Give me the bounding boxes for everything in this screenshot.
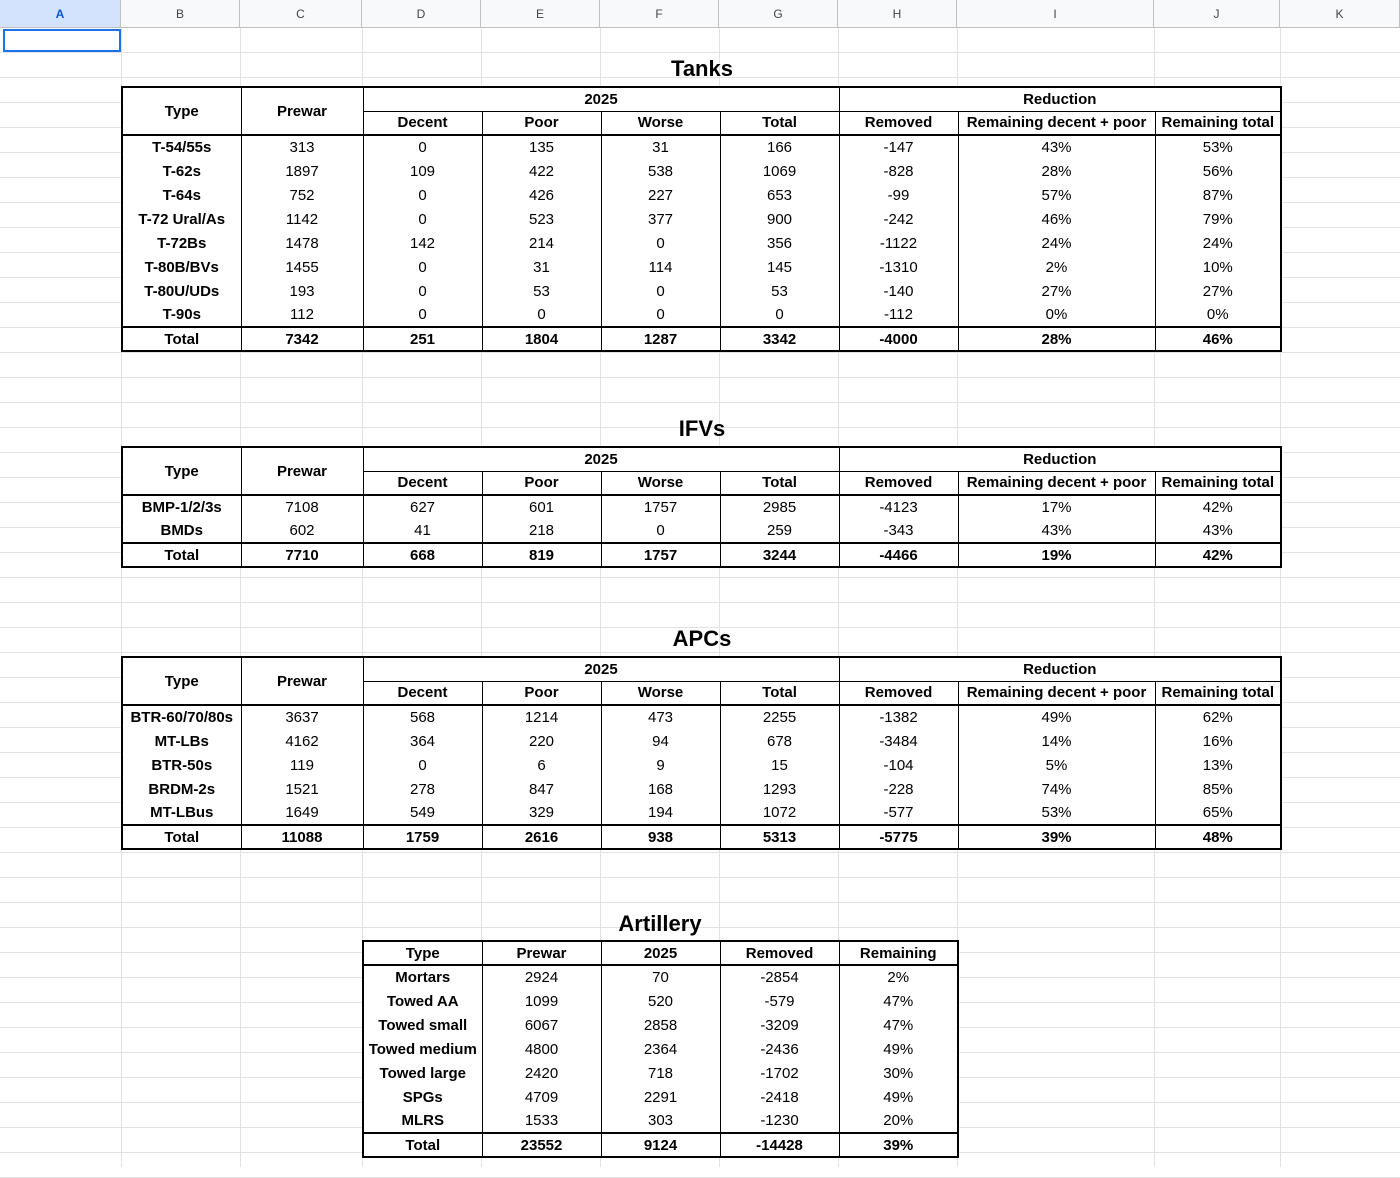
cell-value: 627 — [363, 495, 482, 519]
column-header-e[interactable]: E — [481, 0, 600, 28]
cell-value: 24% — [1155, 231, 1281, 255]
header-remaining-decent-poor: Remaining decent + poor — [958, 471, 1155, 495]
cell-value: -343 — [839, 519, 958, 543]
cell-value: 56% — [1155, 159, 1281, 183]
row-type: T-80U/UDs — [122, 279, 241, 303]
cell-value: 549 — [363, 801, 482, 825]
apcs-title: APCs — [672, 626, 732, 651]
header-remaining-total: Remaining total — [1155, 681, 1281, 705]
total-value: -14428 — [720, 1133, 839, 1157]
table-row — [363, 1109, 958, 1133]
header-remaining: Remaining — [839, 941, 958, 965]
table-row — [363, 1061, 958, 1085]
row-type: T-62s — [122, 159, 241, 183]
header-remaining-total: Remaining total — [1155, 111, 1281, 135]
total-value: 46% — [1155, 327, 1281, 351]
header-removed: Removed — [720, 941, 839, 965]
cell-value: -3209 — [720, 1013, 839, 1037]
cell-value: 53 — [482, 279, 601, 303]
total-value: 1759 — [363, 825, 482, 849]
header-year-2025: 2025 — [601, 941, 720, 965]
cell-value: -3484 — [839, 729, 958, 753]
table-row — [363, 965, 958, 989]
cell-value: 0 — [363, 207, 482, 231]
cell-value: 6 — [482, 753, 601, 777]
header-remaining-decent-poor: Remaining decent + poor — [958, 111, 1155, 135]
gridline-horizontal — [0, 52, 1400, 53]
header-total: Total — [720, 681, 839, 705]
column-header-h[interactable]: H — [838, 0, 957, 28]
cell-value: 194 — [601, 801, 720, 825]
cell-value: 900 — [720, 207, 839, 231]
cell-value: 520 — [601, 989, 720, 1013]
total-value: 251 — [363, 327, 482, 351]
row-type: MT-LBs — [122, 729, 241, 753]
cell-value: 17% — [958, 495, 1155, 519]
cell-value: 142 — [363, 231, 482, 255]
header-2025: 2025 — [363, 447, 839, 471]
cell-value: 43% — [958, 135, 1155, 159]
row-type: T-90s — [122, 303, 241, 327]
cell-value: 718 — [601, 1061, 720, 1085]
total-value: -5775 — [839, 825, 958, 849]
cell-value: 70 — [601, 965, 720, 989]
cell-value: 10% — [1155, 255, 1281, 279]
total-value: 3342 — [720, 327, 839, 351]
cell-value: 473 — [601, 705, 720, 729]
cell-value: -1230 — [720, 1109, 839, 1133]
cell-value: 49% — [839, 1037, 958, 1061]
cell-value: 1072 — [720, 801, 839, 825]
cell-value: 27% — [1155, 279, 1281, 303]
table-row — [122, 801, 1281, 825]
cell-value: 31 — [601, 135, 720, 159]
row-type: T-72Bs — [122, 231, 241, 255]
cell-value: 364 — [363, 729, 482, 753]
cell-value: 53 — [720, 279, 839, 303]
cell-value: 112 — [241, 303, 363, 327]
cell-value: -2854 — [720, 965, 839, 989]
header-prewar: Prewar — [482, 941, 601, 965]
cell-value: 0 — [601, 303, 720, 327]
table-row — [122, 159, 1281, 183]
table-row — [122, 519, 1281, 543]
cell-value: 2% — [958, 255, 1155, 279]
cell-value: 2364 — [601, 1037, 720, 1061]
row-type: Towed medium — [363, 1037, 482, 1061]
cell-value: 41 — [363, 519, 482, 543]
total-value: 23552 — [482, 1133, 601, 1157]
column-header-i[interactable]: I — [957, 0, 1154, 28]
cell-value: 193 — [241, 279, 363, 303]
header-type: Type — [122, 87, 241, 135]
gridline-horizontal — [0, 877, 1400, 878]
cell-value: 16% — [1155, 729, 1281, 753]
table-row — [363, 1085, 958, 1109]
row-type: Towed large — [363, 1061, 482, 1085]
cell-value: 601 — [482, 495, 601, 519]
header-type: Type — [122, 447, 241, 495]
total-label: Total — [363, 1133, 482, 1157]
header-type: Type — [122, 657, 241, 705]
header-prewar: Prewar — [241, 657, 363, 705]
total-value: 1757 — [601, 543, 720, 567]
cell-value: 422 — [482, 159, 601, 183]
cell-value: 0 — [363, 255, 482, 279]
header-2025: 2025 — [363, 87, 839, 111]
cell-value: 1099 — [482, 989, 601, 1013]
cell-value: 2255 — [720, 705, 839, 729]
total-value: 1804 — [482, 327, 601, 351]
cell-value: 13% — [1155, 753, 1281, 777]
header-prewar: Prewar — [241, 87, 363, 135]
row-type: T-72 Ural/As — [122, 207, 241, 231]
cell-value: 227 — [601, 183, 720, 207]
cell-value: 20% — [839, 1109, 958, 1133]
cell-value: -112 — [839, 303, 958, 327]
cell-value: 47% — [839, 1013, 958, 1037]
cell-value: 47% — [839, 989, 958, 1013]
cell-value: 0 — [720, 303, 839, 327]
total-value: 938 — [601, 825, 720, 849]
header-poor: Poor — [482, 111, 601, 135]
total-value: 19% — [958, 543, 1155, 567]
total-value: 3244 — [720, 543, 839, 567]
cell-value: 4709 — [482, 1085, 601, 1109]
cell-value: 53% — [958, 801, 1155, 825]
cell-value: 329 — [482, 801, 601, 825]
cell-value: 303 — [601, 1109, 720, 1133]
cell-value: -228 — [839, 777, 958, 801]
cell-value: 145 — [720, 255, 839, 279]
table-row — [122, 753, 1281, 777]
row-type: Towed AA — [363, 989, 482, 1013]
cell-value: 114 — [601, 255, 720, 279]
column-header-a[interactable]: A — [0, 0, 121, 28]
row-type: T-64s — [122, 183, 241, 207]
cell-value: 62% — [1155, 705, 1281, 729]
cell-value: 28% — [958, 159, 1155, 183]
cell-value: 119 — [241, 753, 363, 777]
total-value: -4466 — [839, 543, 958, 567]
cell-value: 135 — [482, 135, 601, 159]
cell-value: 1649 — [241, 801, 363, 825]
selected-cell-a2[interactable] — [3, 29, 121, 52]
cell-value: -99 — [839, 183, 958, 207]
cell-value: -242 — [839, 207, 958, 231]
cell-value: 85% — [1155, 777, 1281, 801]
column-header-f[interactable]: F — [600, 0, 719, 28]
cell-value: 166 — [720, 135, 839, 159]
cell-value: 0 — [363, 303, 482, 327]
cell-value: 0% — [1155, 303, 1281, 327]
total-value: 28% — [958, 327, 1155, 351]
total-value: 7342 — [241, 327, 363, 351]
cell-value: 42% — [1155, 495, 1281, 519]
table-row — [122, 303, 1281, 327]
gridline-horizontal — [0, 402, 1400, 403]
cell-value: 79% — [1155, 207, 1281, 231]
cell-value: -1382 — [839, 705, 958, 729]
cell-value: 1214 — [482, 705, 601, 729]
cell-value: -1122 — [839, 231, 958, 255]
cell-value: 218 — [482, 519, 601, 543]
row-type: Mortars — [363, 965, 482, 989]
total-value: 7710 — [241, 543, 363, 567]
header-reduction: Reduction — [839, 447, 1281, 471]
cell-value: 653 — [720, 183, 839, 207]
cell-value: 5% — [958, 753, 1155, 777]
cell-value: -1702 — [720, 1061, 839, 1085]
cell-value: 1142 — [241, 207, 363, 231]
cell-value: 87% — [1155, 183, 1281, 207]
table-row — [122, 135, 1281, 159]
cell-value: 109 — [363, 159, 482, 183]
header-worse: Worse — [601, 471, 720, 495]
cell-value: 1069 — [720, 159, 839, 183]
table-row — [122, 705, 1281, 729]
cell-value: -2418 — [720, 1085, 839, 1109]
cell-value: 24% — [958, 231, 1155, 255]
cell-value: 0 — [363, 183, 482, 207]
gridline-horizontal — [0, 602, 1400, 603]
header-removed: Removed — [839, 111, 958, 135]
table-row — [122, 255, 1281, 279]
cell-value: 57% — [958, 183, 1155, 207]
cell-value: 220 — [482, 729, 601, 753]
cell-value: 259 — [720, 519, 839, 543]
cell-value: 168 — [601, 777, 720, 801]
total-value: -4000 — [839, 327, 958, 351]
total-value: 48% — [1155, 825, 1281, 849]
row-type: BRDM-2s — [122, 777, 241, 801]
cell-value: 568 — [363, 705, 482, 729]
row-type: T-80B/BVs — [122, 255, 241, 279]
header-total: Total — [720, 471, 839, 495]
table-row — [122, 231, 1281, 255]
cell-value: -2436 — [720, 1037, 839, 1061]
header-remaining-decent-poor: Remaining decent + poor — [958, 681, 1155, 705]
column-header-j[interactable]: J — [1154, 0, 1280, 28]
ifvs-table — [121, 446, 1282, 568]
gridline-horizontal — [0, 577, 1400, 578]
total-label: Total — [122, 825, 241, 849]
cell-value: 94 — [601, 729, 720, 753]
column-header-b[interactable]: B — [121, 0, 240, 28]
cell-value: -147 — [839, 135, 958, 159]
cell-value: 30% — [839, 1061, 958, 1085]
cell-value: 31 — [482, 255, 601, 279]
cell-value: 65% — [1155, 801, 1281, 825]
cell-value: 1897 — [241, 159, 363, 183]
cell-value: 27% — [958, 279, 1155, 303]
cell-value: -104 — [839, 753, 958, 777]
row-type: BTR-60/70/80s — [122, 705, 241, 729]
cell-value: 1478 — [241, 231, 363, 255]
cell-value: 0 — [363, 753, 482, 777]
header-decent: Decent — [363, 681, 482, 705]
gridline-horizontal — [0, 352, 1400, 353]
cell-value: -828 — [839, 159, 958, 183]
cell-value: 538 — [601, 159, 720, 183]
cell-value: 313 — [241, 135, 363, 159]
total-row — [122, 825, 1281, 849]
header-poor: Poor — [482, 471, 601, 495]
row-type: BMDs — [122, 519, 241, 543]
table-row — [122, 183, 1281, 207]
cell-value: 43% — [958, 519, 1155, 543]
total-value: 39% — [839, 1133, 958, 1157]
header-prewar: Prewar — [241, 447, 363, 495]
cell-value: 2% — [839, 965, 958, 989]
total-value: 42% — [1155, 543, 1281, 567]
table-row — [122, 279, 1281, 303]
cell-value: 0% — [958, 303, 1155, 327]
cell-value: 4800 — [482, 1037, 601, 1061]
cell-value: 523 — [482, 207, 601, 231]
cell-value: 4162 — [241, 729, 363, 753]
row-type: BMP-1/2/3s — [122, 495, 241, 519]
tanks-table — [121, 86, 1282, 352]
cell-value: 6067 — [482, 1013, 601, 1037]
header-worse: Worse — [601, 681, 720, 705]
table-row — [122, 207, 1281, 231]
gridline-horizontal — [0, 377, 1400, 378]
total-value: 9124 — [601, 1133, 720, 1157]
row-type: MT-LBus — [122, 801, 241, 825]
cell-value: 2924 — [482, 965, 601, 989]
column-header-k[interactable]: K — [1280, 0, 1400, 28]
cell-value: 15 — [720, 753, 839, 777]
header-type: Type — [363, 941, 482, 965]
total-label: Total — [122, 543, 241, 567]
total-row — [122, 543, 1281, 567]
cell-value: 74% — [958, 777, 1155, 801]
cell-value: 46% — [958, 207, 1155, 231]
cell-value: 1521 — [241, 777, 363, 801]
cell-value: -1310 — [839, 255, 958, 279]
column-header-g[interactable]: G — [719, 0, 838, 28]
row-type: SPGs — [363, 1085, 482, 1109]
column-header-d[interactable]: D — [362, 0, 481, 28]
gridline-horizontal — [0, 902, 1400, 903]
gridline-horizontal — [0, 852, 1400, 853]
cell-value: -140 — [839, 279, 958, 303]
header-total: Total — [720, 111, 839, 135]
header-removed: Removed — [839, 681, 958, 705]
table-row — [363, 1013, 958, 1037]
cell-value: 377 — [601, 207, 720, 231]
header-remaining-total: Remaining total — [1155, 471, 1281, 495]
cell-value: 1293 — [720, 777, 839, 801]
row-type: T-54/55s — [122, 135, 241, 159]
cell-value: -4123 — [839, 495, 958, 519]
cell-value: 602 — [241, 519, 363, 543]
cell-value: 1757 — [601, 495, 720, 519]
cell-value: 2858 — [601, 1013, 720, 1037]
header-reduction: Reduction — [839, 657, 1281, 681]
cell-value: 0 — [601, 279, 720, 303]
cell-value: 356 — [720, 231, 839, 255]
cell-value: 49% — [958, 705, 1155, 729]
table-row — [363, 1037, 958, 1061]
cell-value: 53% — [1155, 135, 1281, 159]
total-label: Total — [122, 327, 241, 351]
cell-value: 678 — [720, 729, 839, 753]
total-row — [122, 327, 1281, 351]
gridline-horizontal — [0, 652, 1400, 653]
total-value: 668 — [363, 543, 482, 567]
cell-value: 1533 — [482, 1109, 601, 1133]
ifvs-title: IFVs — [678, 416, 726, 441]
row-type: Towed small — [363, 1013, 482, 1037]
cell-value: 278 — [363, 777, 482, 801]
cell-value: -577 — [839, 801, 958, 825]
total-value: 5313 — [720, 825, 839, 849]
row-type: MLRS — [363, 1109, 482, 1133]
cell-value: 2291 — [601, 1085, 720, 1109]
table-row — [122, 729, 1281, 753]
cell-value: 0 — [482, 303, 601, 327]
header-poor: Poor — [482, 681, 601, 705]
header-reduction: Reduction — [839, 87, 1281, 111]
total-value: 1287 — [601, 327, 720, 351]
cell-value: 9 — [601, 753, 720, 777]
header-removed: Removed — [839, 471, 958, 495]
cell-value: 1455 — [241, 255, 363, 279]
header-worse: Worse — [601, 111, 720, 135]
total-value: 39% — [958, 825, 1155, 849]
header-decent: Decent — [363, 471, 482, 495]
cell-value: 0 — [363, 135, 482, 159]
cell-value: 43% — [1155, 519, 1281, 543]
artillery-table — [362, 940, 959, 1158]
total-value: 11088 — [241, 825, 363, 849]
apcs-table — [121, 656, 1282, 850]
cell-value: 14% — [958, 729, 1155, 753]
cell-value: 0 — [363, 279, 482, 303]
cell-value: 847 — [482, 777, 601, 801]
column-header-c[interactable]: C — [240, 0, 362, 28]
total-value: 819 — [482, 543, 601, 567]
cell-value: 7108 — [241, 495, 363, 519]
cell-value: 49% — [839, 1085, 958, 1109]
total-value: 2616 — [482, 825, 601, 849]
cell-value: 426 — [482, 183, 601, 207]
artillery-title: Artillery — [618, 911, 702, 936]
cell-value: -579 — [720, 989, 839, 1013]
cell-value: 2985 — [720, 495, 839, 519]
cell-value: 0 — [601, 231, 720, 255]
cell-value: 0 — [601, 519, 720, 543]
table-row — [122, 495, 1281, 519]
total-row — [363, 1133, 958, 1157]
row-type: BTR-50s — [122, 753, 241, 777]
tanks-title: Tanks — [671, 56, 733, 81]
table-row — [363, 989, 958, 1013]
header-decent: Decent — [363, 111, 482, 135]
cell-value: 2420 — [482, 1061, 601, 1085]
cell-value: 752 — [241, 183, 363, 207]
header-2025: 2025 — [363, 657, 839, 681]
cell-value: 214 — [482, 231, 601, 255]
cell-value: 3637 — [241, 705, 363, 729]
table-row — [122, 777, 1281, 801]
